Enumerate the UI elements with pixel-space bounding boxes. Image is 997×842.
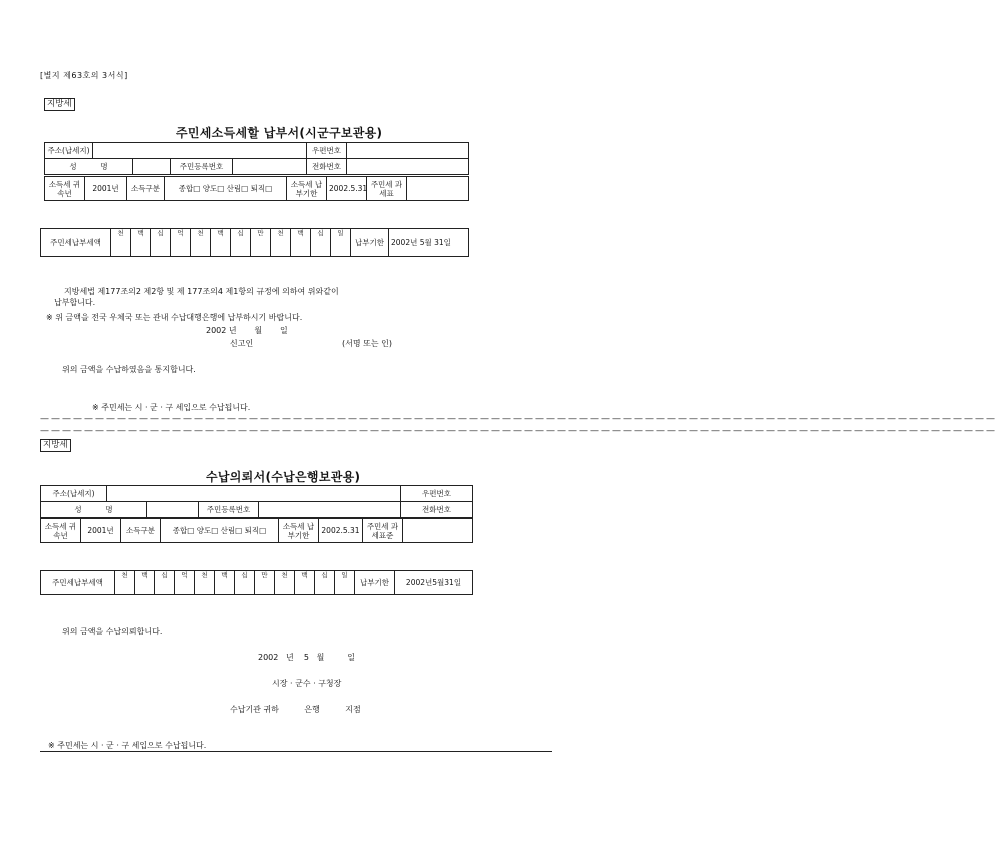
statute-text-cont: 납부합니다. [54, 298, 96, 307]
income-type-checkboxes[interactable]: 종합□ 양도□ 산림□ 퇴직□ [165, 177, 287, 201]
income-year-value-2: 2001년 [81, 519, 121, 543]
digit-cell[interactable]: 백 [215, 571, 235, 595]
income-year-label: 소득세 귀속년 [45, 177, 85, 201]
digit-cell[interactable]: 십 [311, 229, 331, 257]
due-date-label: 납부기한 [351, 229, 389, 257]
name-field-2[interactable] [147, 502, 199, 518]
income-year-value: 2001년 [85, 177, 127, 201]
resident-id-field[interactable] [233, 159, 307, 175]
name-field[interactable] [133, 159, 171, 175]
payment-note: ※ 위 금액을 전국 우체국 또는 관내 수납대행은행에 납부하시기 바랍니다. [46, 313, 303, 322]
income-tax-due-label: 소득세 납부기한 [287, 177, 327, 201]
reporter-label: 신고인 [230, 339, 254, 348]
income-type-label-2: 소득구분 [121, 519, 161, 543]
form-number: [별지 제63호의 3서식] [40, 71, 128, 80]
digit-cell[interactable]: 만 [251, 229, 271, 257]
tax-base-label-2: 주민세 과세표준 [363, 519, 403, 543]
income-year-label-2: 소득세 귀속년 [41, 519, 81, 543]
bottom-rule [40, 751, 552, 752]
tax-amount-label: 주민세납부세액 [41, 229, 111, 257]
income-type-checkboxes-2[interactable]: 종합□ 양도□ 산림□ 퇴직□ [161, 519, 279, 543]
postal-field[interactable] [347, 143, 469, 159]
form-title-bank-copy: 수납의뢰서(수납은행보관용) [206, 470, 361, 484]
digit-cell[interactable]: 일 [331, 229, 351, 257]
resident-id-label: 주민등록번호 [171, 159, 233, 175]
bank-branch-line: 수납기관 귀하 은행 지점 [230, 705, 361, 714]
name-label: 성 명 [45, 159, 133, 175]
tax-amount-table-1 [40, 228, 469, 257]
cut-line-cont: ——————————————————————————————————————————————————————————————————————————————————————— [40, 426, 997, 436]
phone-label: 전화번호 [307, 159, 347, 175]
digit-cell[interactable]: 천 [191, 229, 211, 257]
signature-label: (서명 또는 인) [342, 339, 392, 348]
local-tax-tag: 지방세 [44, 98, 75, 111]
digit-cell[interactable]: 십 [235, 571, 255, 595]
report-date: 2002 년 월 일 [206, 326, 288, 335]
digit-cell[interactable]: 천 [271, 229, 291, 257]
digit-cell[interactable]: 천 [111, 229, 131, 257]
tax-revenue-note-2: ※ 주민세는 시 · 군 · 구 세입으로 수납됩니다. [48, 741, 207, 750]
local-tax-tag-2: 지방세 [40, 439, 71, 452]
tax-base-label: 주민세 과세표 [367, 177, 407, 201]
address-field-2[interactable] [107, 486, 401, 502]
digit-cell[interactable]: 십 [151, 229, 171, 257]
cut-line: ——————————————————————————————————————————————————————————————————————————————————————— [40, 414, 997, 424]
income-type-label: 소득구분 [127, 177, 165, 201]
due-date-value: 2002년 5월 31일 [389, 229, 469, 257]
income-tax-due-value-2: 2002.5.31 [319, 519, 363, 543]
digit-cell[interactable]: 천 [115, 571, 135, 595]
digit-cell[interactable]: 백 [131, 229, 151, 257]
digit-cell[interactable]: 천 [195, 571, 215, 595]
digit-cell[interactable]: 십 [155, 571, 175, 595]
name-label-2: 성 명 [41, 502, 147, 518]
digit-cell[interactable]: 십 [315, 571, 335, 595]
statute-text: 지방세법 제177조의2 제2항 및 제 177조의4 제1항의 규정에 의하여 위와같이 [64, 287, 339, 296]
official-title: 시장 · 군수 · 구청장 [272, 679, 342, 688]
digit-cell[interactable]: 십 [231, 229, 251, 257]
tax-base-field-2[interactable] [403, 519, 473, 543]
tax-amount-table-2 [40, 570, 473, 595]
digit-cell[interactable]: 백 [295, 571, 315, 595]
resident-id-field-2[interactable] [259, 502, 401, 518]
due-date-label-2: 납부기한 [355, 571, 395, 595]
collection-request: 위의 금액을 수납의뢰합니다. [62, 627, 163, 636]
income-info-table [44, 176, 469, 201]
form-title-city-copy: 주민세소득세할 납부서(시군구보관용) [176, 126, 383, 140]
digit-cell[interactable]: 만 [255, 571, 275, 595]
digit-cell[interactable]: 백 [135, 571, 155, 595]
address-label-2: 주소(납세지) [41, 486, 107, 502]
phone-field[interactable] [347, 159, 469, 175]
address-label: 주소(납세지) [45, 143, 93, 159]
due-date-value-2: 2002년5월31일 [395, 571, 473, 595]
taxpayer-info-table-2 [40, 485, 473, 518]
digit-cell[interactable]: 억 [171, 229, 191, 257]
digit-cell[interactable]: 백 [211, 229, 231, 257]
tax-revenue-note-1: ※ 주민세는 시 · 군 · 구 세입으로 수납됩니다. [92, 403, 251, 412]
tax-base-field[interactable] [407, 177, 469, 201]
taxpayer-info-table [44, 142, 469, 175]
income-tax-due-value: 2002.5.31 [327, 177, 367, 201]
address-field[interactable] [93, 143, 307, 159]
digit-cell[interactable]: 억 [175, 571, 195, 595]
resident-id-label-2: 주민등록번호 [199, 502, 259, 518]
receipt-notice: 위의 금액을 수납하였음을 통지합니다. [62, 365, 196, 374]
tax-amount-label-2: 주민세납부세액 [41, 571, 115, 595]
digit-cell[interactable]: 일 [335, 571, 355, 595]
digit-cell[interactable]: 백 [291, 229, 311, 257]
phone-label-2: 전화번호 [401, 502, 473, 518]
digit-cell[interactable]: 천 [275, 571, 295, 595]
income-info-table-2 [40, 518, 473, 543]
postal-label-2: 우편번호 [401, 486, 473, 502]
postal-label: 우편번호 [307, 143, 347, 159]
request-date: 2002 년 5 월 일 [258, 653, 355, 662]
income-tax-due-label-2: 소득세 납부기한 [279, 519, 319, 543]
